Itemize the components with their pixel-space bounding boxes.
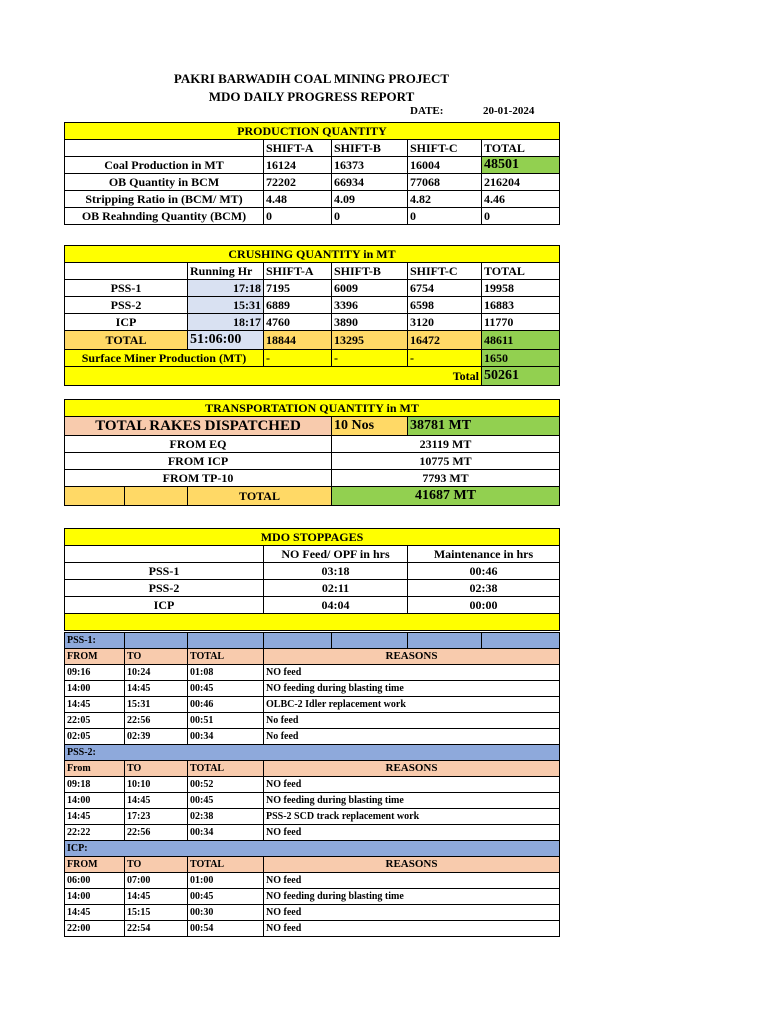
production-row-label: OB Reahnding Quantity (BCM) (65, 208, 264, 225)
transport-total-blank (65, 487, 125, 506)
production-cell: 0 (482, 208, 560, 225)
stoppages-spacer (65, 614, 560, 631)
log-total: 00:51 (188, 713, 264, 729)
transport-row-label: FROM TP-10 (65, 470, 332, 487)
section-name: PSS-2: (65, 745, 560, 761)
stoppages-row-label: ICP (65, 597, 264, 614)
production-col-header: SHIFT-A (264, 140, 332, 157)
log-from: 22:00 (65, 921, 125, 937)
surface-miner-cell: - (332, 350, 408, 367)
production-header-blank (65, 140, 264, 157)
section-header-row (65, 633, 560, 649)
stoppages-row (65, 563, 560, 580)
transport-row-label: FROM EQ (65, 436, 332, 453)
production-title: PRODUCTION QUANTITY (65, 123, 560, 140)
report-title: PAKRI BARWADIH COAL MINING PROJECT (173, 71, 450, 86)
log-to: 10:24 (125, 665, 188, 681)
section-header-row (65, 745, 560, 761)
log-to: 22:56 (125, 713, 188, 729)
log-row (65, 697, 560, 713)
log-from: 14:00 (65, 793, 125, 809)
running-hr-cell: 15:31 (188, 297, 264, 314)
surface-miner-cell: - (408, 350, 482, 367)
production-row (65, 174, 560, 191)
log-col-header: From (65, 761, 125, 777)
log-col-header: TO (125, 857, 188, 873)
rakes-label: TOTAL RAKES DISPATCHED (65, 417, 332, 436)
crushing-col-header: SHIFT-B (332, 263, 408, 280)
log-row (65, 729, 560, 745)
production-row-label: OB Quantity in BCM (65, 174, 264, 191)
log-total: 02:38 (188, 809, 264, 825)
section-header-row (65, 841, 560, 857)
log-total: 01:08 (188, 665, 264, 681)
crushing-cell: 4760 (264, 314, 332, 331)
log-reason: NO feeding during blasting time (264, 681, 560, 697)
log-reason: NO feeding during blasting time (264, 889, 560, 905)
log-row (65, 665, 560, 681)
crushing-cell: 11770 (482, 314, 560, 331)
crushing-table (64, 245, 560, 386)
production-cell: 16373 (332, 157, 408, 174)
production-row (65, 157, 560, 174)
log-to: 14:45 (125, 681, 188, 697)
log-row (65, 713, 560, 729)
log-col-header: TOTAL (188, 649, 264, 665)
log-row (65, 889, 560, 905)
log-to: 14:45 (125, 793, 188, 809)
log-to: 17:23 (125, 809, 188, 825)
production-cell: 4.82 (408, 191, 482, 208)
crushing-header-blank (65, 263, 188, 280)
log-from: 14:45 (65, 697, 125, 713)
log-to: 02:39 (125, 729, 188, 745)
grand-total-value: 50261 (482, 367, 560, 386)
log-to: 22:56 (125, 825, 188, 841)
production-row (65, 208, 560, 225)
log-row (65, 809, 560, 825)
log-reason: NO feed (264, 905, 560, 921)
report-subtitle: MDO DAILY PROGRESS REPORT (208, 89, 415, 104)
log-col-header: TO (125, 761, 188, 777)
running-hr-cell: 18:17 (188, 314, 264, 331)
crushing-cell: 3120 (408, 314, 482, 331)
transport-total-row (65, 487, 560, 506)
section-name: PSS-1: (65, 633, 125, 649)
transport-row-value: 10775 MT (332, 453, 560, 470)
log-reason: No feed (264, 729, 560, 745)
rakes-nos: 10 Nos (332, 417, 408, 436)
stoppages-row-label: PSS-2 (65, 580, 264, 597)
stoppages-header-blank (65, 546, 264, 563)
log-from: 14:45 (65, 905, 125, 921)
crushing-row-label: ICP (65, 314, 188, 331)
production-cell: 4.46 (482, 191, 560, 208)
production-row-label: Coal Production in MT (65, 157, 264, 174)
surface-miner-label: Surface Miner Production (MT) (65, 350, 264, 367)
production-cell: 0 (408, 208, 482, 225)
surface-miner-total: 1650 (482, 350, 560, 367)
coal-total-cell: 48501 (482, 157, 560, 174)
crushing-cell: 6009 (332, 280, 408, 297)
log-row (65, 873, 560, 889)
transport-table (64, 399, 560, 506)
transport-row-value: 7793 MT (332, 470, 560, 487)
production-cell: 4.48 (264, 191, 332, 208)
log-header-row (65, 857, 560, 873)
crushing-row (65, 297, 560, 314)
log-col-header: REASONS (264, 649, 560, 665)
crushing-total-cell: 18844 (264, 331, 332, 350)
transport-total-blank (125, 487, 188, 506)
stoppages-col-header: Maintenance in hrs (408, 546, 560, 563)
crushing-total-cell: 48611 (482, 331, 560, 350)
log-row (65, 793, 560, 809)
log-col-header: TO (125, 649, 188, 665)
crushing-row-label: PSS-2 (65, 297, 188, 314)
log-from: 22:05 (65, 713, 125, 729)
log-total: 00:30 (188, 905, 264, 921)
production-row-label: Stripping Ratio in (BCM/ MT) (65, 191, 264, 208)
surface-miner-cell: - (264, 350, 332, 367)
log-total: 00:34 (188, 729, 264, 745)
log-from: 14:00 (65, 681, 125, 697)
log-from: 06:00 (65, 873, 125, 889)
log-total: 00:45 (188, 889, 264, 905)
log-row (65, 777, 560, 793)
rakes-mt: 38781 MT (408, 417, 560, 436)
crushing-cell: 16883 (482, 297, 560, 314)
date-label: DATE: (410, 105, 444, 117)
surface-miner-row (65, 350, 560, 367)
log-total: 00:45 (188, 681, 264, 697)
log-from: 14:00 (65, 889, 125, 905)
log-reason: OLBC-2 Idler replacement work (264, 697, 560, 713)
stoppages-opf: 03:18 (264, 563, 408, 580)
transport-title: TRANSPORTATION QUANTITY in MT (65, 400, 560, 417)
crushing-total-cell: 16472 (408, 331, 482, 350)
stoppages-col-header: NO Feed/ OPF in hrs (264, 546, 408, 563)
crushing-total-label: TOTAL (65, 331, 188, 350)
log-total: 01:00 (188, 873, 264, 889)
log-total: 00:34 (188, 825, 264, 841)
production-cell: 16124 (264, 157, 332, 174)
log-to: 10:10 (125, 777, 188, 793)
crushing-cell: 6889 (264, 297, 332, 314)
log-to: 15:31 (125, 697, 188, 713)
section-name: ICP: (65, 841, 560, 857)
rakes-row (65, 417, 560, 436)
log-total: 00:54 (188, 921, 264, 937)
log-reason: NO feeding during blasting time (264, 793, 560, 809)
crushing-col-header: SHIFT-C (408, 263, 482, 280)
log-reason: NO feed (264, 921, 560, 937)
log-from: 02:05 (65, 729, 125, 745)
log-col-header: FROM (65, 857, 125, 873)
production-cell: 77068 (408, 174, 482, 191)
crushing-cell: 7195 (264, 280, 332, 297)
stoppage-log-table (64, 632, 560, 937)
log-col-header: TOTAL (188, 857, 264, 873)
stoppages-row (65, 597, 560, 614)
stoppages-table (64, 528, 560, 631)
log-to: 22:54 (125, 921, 188, 937)
transport-total-label: TOTAL (188, 487, 332, 506)
log-to: 15:15 (125, 905, 188, 921)
log-from: 09:18 (65, 777, 125, 793)
stoppages-row-label: PSS-1 (65, 563, 264, 580)
production-table (64, 122, 560, 225)
transport-row (65, 453, 560, 470)
grand-total-row (65, 367, 560, 386)
transport-row-value: 23119 MT (332, 436, 560, 453)
log-reason: NO feed (264, 777, 560, 793)
stoppages-maint: 00:46 (408, 563, 560, 580)
production-cell: 66934 (332, 174, 408, 191)
stoppages-title: MDO STOPPAGES (65, 529, 560, 546)
crushing-total-row (65, 331, 560, 350)
log-total: 00:46 (188, 697, 264, 713)
log-row (65, 921, 560, 937)
crushing-total-cell: 13295 (332, 331, 408, 350)
log-reason: PSS-2 SCD track replacement work (264, 809, 560, 825)
log-col-header: REASONS (264, 761, 560, 777)
log-total: 00:52 (188, 777, 264, 793)
production-row (65, 191, 560, 208)
stoppages-opf: 04:04 (264, 597, 408, 614)
log-row (65, 905, 560, 921)
crushing-title: CRUSHING QUANTITY in MT (65, 246, 560, 263)
crushing-cell: 6754 (408, 280, 482, 297)
crushing-cell: 3890 (332, 314, 408, 331)
log-row (65, 825, 560, 841)
crushing-col-header: Running Hr (188, 263, 264, 280)
production-col-header: SHIFT-C (408, 140, 482, 157)
date-value: 20-01-2024 (483, 105, 535, 117)
running-hr-total: 51:06:00 (188, 331, 264, 350)
crushing-col-header: TOTAL (482, 263, 560, 280)
log-row (65, 681, 560, 697)
log-reason: NO feed (264, 873, 560, 889)
log-from: 09:16 (65, 665, 125, 681)
production-col-header: SHIFT-B (332, 140, 408, 157)
transport-row (65, 470, 560, 487)
production-cell: 16004 (408, 157, 482, 174)
log-total: 00:45 (188, 793, 264, 809)
production-cell: 72202 (264, 174, 332, 191)
log-to: 14:45 (125, 889, 188, 905)
transport-row (65, 436, 560, 453)
log-to: 07:00 (125, 873, 188, 889)
crushing-row-label: PSS-1 (65, 280, 188, 297)
log-header-row (65, 761, 560, 777)
production-cell: 216204 (482, 174, 560, 191)
stoppages-row (65, 580, 560, 597)
log-reason: NO feed (264, 825, 560, 841)
log-reason: NO feed (264, 665, 560, 681)
crushing-cell: 19958 (482, 280, 560, 297)
production-col-header: TOTAL (482, 140, 560, 157)
production-cell: 0 (264, 208, 332, 225)
crushing-row (65, 280, 560, 297)
log-col-header: REASONS (264, 857, 560, 873)
stoppages-maint: 02:38 (408, 580, 560, 597)
production-cell: 0 (332, 208, 408, 225)
grand-total-label: Total (65, 367, 482, 386)
log-col-header: TOTAL (188, 761, 264, 777)
stoppages-maint: 00:00 (408, 597, 560, 614)
production-cell: 4.09 (332, 191, 408, 208)
transport-total-value: 41687 MT (332, 487, 560, 506)
log-from: 14:45 (65, 809, 125, 825)
log-col-header: FROM (65, 649, 125, 665)
log-reason: No feed (264, 713, 560, 729)
transport-row-label: FROM ICP (65, 453, 332, 470)
crushing-col-header: SHIFT-A (264, 263, 332, 280)
crushing-cell: 6598 (408, 297, 482, 314)
stoppages-opf: 02:11 (264, 580, 408, 597)
log-from: 22:22 (65, 825, 125, 841)
crushing-row (65, 314, 560, 331)
crushing-cell: 3396 (332, 297, 408, 314)
running-hr-cell: 17:18 (188, 280, 264, 297)
log-header-row (65, 649, 560, 665)
